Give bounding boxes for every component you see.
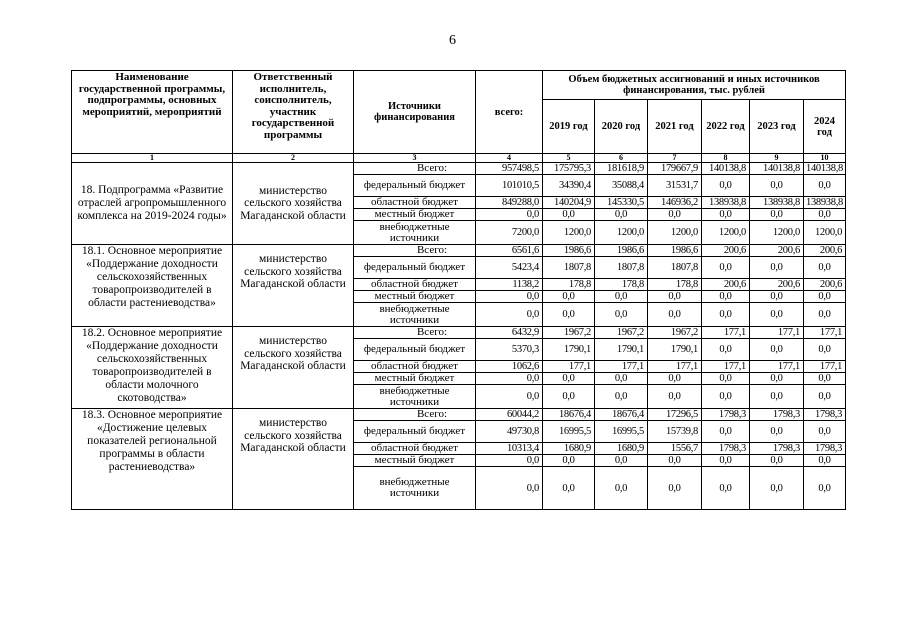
year-value-cell: 179667,9 bbox=[648, 163, 702, 175]
year-value-cell: 177,1 bbox=[750, 327, 804, 339]
year-value-cell: 140138,8 bbox=[804, 163, 846, 175]
year-value-cell: 0,0 bbox=[750, 385, 804, 409]
year-value-cell: 0,0 bbox=[804, 339, 846, 361]
year-value-cell: 1200,0 bbox=[750, 221, 804, 245]
year-value-cell: 1200,0 bbox=[702, 221, 750, 245]
year-value-cell: 0,0 bbox=[595, 467, 648, 510]
header-year: 2019 год bbox=[543, 100, 595, 154]
year-value-cell: 0,0 bbox=[702, 209, 750, 221]
source-cell: Всего: bbox=[354, 163, 476, 175]
year-value-cell: 1200,0 bbox=[595, 221, 648, 245]
year-value-cell: 1790,1 bbox=[543, 339, 595, 361]
year-value-cell: 140204,9 bbox=[543, 197, 595, 209]
year-value-cell: 1798,3 bbox=[804, 443, 846, 455]
column-number: 7 bbox=[648, 154, 702, 163]
source-cell: внебюджетные источники bbox=[354, 467, 476, 510]
total-cell: 49730,8 bbox=[476, 421, 543, 443]
header-responsible: Ответственный исполнитель, соисполнитель, участник государственной программы bbox=[233, 71, 354, 154]
column-number: 2 bbox=[233, 154, 354, 163]
column-number: 10 bbox=[804, 154, 846, 163]
year-value-cell: 0,0 bbox=[702, 291, 750, 303]
year-value-cell: 146936,2 bbox=[648, 197, 702, 209]
year-value-cell: 0,0 bbox=[804, 373, 846, 385]
program-name-cell: 18.3. Основное мероприятие «Достижение целевых показателей региональной программы в области растениеводства» bbox=[72, 409, 233, 510]
source-cell: внебюджетные источники bbox=[354, 221, 476, 245]
total-cell: 0,0 bbox=[476, 385, 543, 409]
year-value-cell: 1200,0 bbox=[804, 221, 846, 245]
column-number: 4 bbox=[476, 154, 543, 163]
source-cell: областной бюджет bbox=[354, 361, 476, 373]
column-number: 9 bbox=[750, 154, 804, 163]
year-value-cell: 1798,3 bbox=[702, 409, 750, 421]
total-cell: 10313,4 bbox=[476, 443, 543, 455]
year-value-cell: 177,1 bbox=[648, 361, 702, 373]
year-value-cell: 1967,2 bbox=[648, 327, 702, 339]
header-year: 2024 год bbox=[804, 100, 846, 154]
year-value-cell: 200,6 bbox=[804, 279, 846, 291]
year-value-cell: 145330,5 bbox=[595, 197, 648, 209]
header-program-name: Наименование государственной программы, подпрограммы, основных мероприятий, мероприятий bbox=[72, 71, 233, 154]
total-cell: 0,0 bbox=[476, 455, 543, 467]
year-value-cell: 16995,5 bbox=[543, 421, 595, 443]
total-cell: 1062,6 bbox=[476, 361, 543, 373]
year-value-cell: 1680,9 bbox=[595, 443, 648, 455]
source-cell: Всего: bbox=[354, 245, 476, 257]
page-number: 6 bbox=[449, 33, 456, 48]
year-value-cell: 0,0 bbox=[750, 421, 804, 443]
year-value-cell: 0,0 bbox=[543, 467, 595, 510]
year-value-cell: 18676,4 bbox=[595, 409, 648, 421]
year-value-cell: 0,0 bbox=[543, 209, 595, 221]
year-value-cell: 34390,4 bbox=[543, 175, 595, 197]
total-cell: 0,0 bbox=[476, 291, 543, 303]
header-year: 2023 год bbox=[750, 100, 804, 154]
source-cell: местный бюджет bbox=[354, 373, 476, 385]
year-value-cell: 0,0 bbox=[702, 175, 750, 197]
source-cell: федеральный бюджет bbox=[354, 421, 476, 443]
year-value-cell: 0,0 bbox=[595, 303, 648, 327]
source-cell: Всего: bbox=[354, 409, 476, 421]
header-row bbox=[72, 71, 846, 100]
year-value-cell: 0,0 bbox=[804, 455, 846, 467]
year-value-cell: 177,1 bbox=[804, 327, 846, 339]
source-cell: местный бюджет bbox=[354, 209, 476, 221]
year-value-cell: 0,0 bbox=[804, 291, 846, 303]
year-value-cell: 0,0 bbox=[750, 339, 804, 361]
year-value-cell: 0,0 bbox=[648, 303, 702, 327]
year-value-cell: 181618,9 bbox=[595, 163, 648, 175]
year-value-cell: 200,6 bbox=[804, 245, 846, 257]
year-value-cell: 1798,3 bbox=[804, 409, 846, 421]
year-value-cell: 0,0 bbox=[750, 303, 804, 327]
year-value-cell: 0,0 bbox=[648, 385, 702, 409]
year-value-cell: 0,0 bbox=[595, 385, 648, 409]
year-value-cell: 35088,4 bbox=[595, 175, 648, 197]
year-value-cell: 0,0 bbox=[804, 257, 846, 279]
year-value-cell: 0,0 bbox=[750, 291, 804, 303]
year-value-cell: 1967,2 bbox=[595, 327, 648, 339]
year-value-cell: 0,0 bbox=[648, 455, 702, 467]
program-name-cell: 18.1. Основное мероприятие «Поддержание доходности сельскохозяйственных товаропроизводителей в области растениеводства» bbox=[72, 245, 233, 327]
year-value-cell: 0,0 bbox=[648, 373, 702, 385]
year-value-cell: 0,0 bbox=[702, 467, 750, 510]
year-value-cell: 0,0 bbox=[543, 303, 595, 327]
year-value-cell: 0,0 bbox=[595, 209, 648, 221]
program-name-cell: 18. Подпрограмма «Развитие отраслей агропромышленного комплекса на 2019-2024 годы» bbox=[72, 163, 233, 245]
year-value-cell: 0,0 bbox=[804, 209, 846, 221]
year-value-cell: 0,0 bbox=[702, 303, 750, 327]
year-value-cell: 138938,8 bbox=[702, 197, 750, 209]
year-value-cell: 140138,8 bbox=[702, 163, 750, 175]
year-value-cell: 0,0 bbox=[804, 303, 846, 327]
year-value-cell: 0,0 bbox=[750, 455, 804, 467]
year-value-cell: 31531,7 bbox=[648, 175, 702, 197]
column-number: 8 bbox=[702, 154, 750, 163]
source-cell: областной бюджет bbox=[354, 279, 476, 291]
year-value-cell: 0,0 bbox=[702, 421, 750, 443]
column-number: 6 bbox=[595, 154, 648, 163]
year-value-cell: 0,0 bbox=[595, 373, 648, 385]
year-value-cell: 18676,4 bbox=[543, 409, 595, 421]
year-value-cell: 0,0 bbox=[750, 175, 804, 197]
year-value-cell: 1798,3 bbox=[750, 443, 804, 455]
header-total: всего: bbox=[476, 71, 543, 154]
year-value-cell: 16995,5 bbox=[595, 421, 648, 443]
year-value-cell: 15739,8 bbox=[648, 421, 702, 443]
column-number: 5 bbox=[543, 154, 595, 163]
year-value-cell: 1807,8 bbox=[543, 257, 595, 279]
year-value-cell: 0,0 bbox=[648, 291, 702, 303]
year-value-cell: 177,1 bbox=[543, 361, 595, 373]
year-value-cell: 1790,1 bbox=[595, 339, 648, 361]
year-value-cell: 1807,8 bbox=[648, 257, 702, 279]
source-cell: местный бюджет bbox=[354, 455, 476, 467]
total-cell: 0,0 bbox=[476, 303, 543, 327]
responsible-cell: министерство сельского хозяйства Магаданской области bbox=[233, 409, 354, 510]
table-row bbox=[72, 327, 846, 339]
year-value-cell: 1798,3 bbox=[750, 409, 804, 421]
program-name-cell: 18.2. Основное мероприятие «Поддержание доходности сельскохозяйственных товаропроизводителей в области молочного скотоводства» bbox=[72, 327, 233, 409]
year-value-cell: 200,6 bbox=[702, 279, 750, 291]
year-value-cell: 0,0 bbox=[702, 257, 750, 279]
total-cell: 0,0 bbox=[476, 467, 543, 510]
year-value-cell: 0,0 bbox=[543, 373, 595, 385]
year-value-cell: 1790,1 bbox=[648, 339, 702, 361]
year-value-cell: 0,0 bbox=[750, 257, 804, 279]
total-cell: 1138,2 bbox=[476, 279, 543, 291]
total-cell: 0,0 bbox=[476, 373, 543, 385]
year-value-cell: 200,6 bbox=[750, 245, 804, 257]
source-cell: областной бюджет bbox=[354, 197, 476, 209]
source-cell: федеральный бюджет bbox=[354, 175, 476, 197]
responsible-cell: министерство сельского хозяйства Магаданской области bbox=[233, 245, 354, 327]
year-value-cell: 175795,3 bbox=[543, 163, 595, 175]
year-value-cell: 177,1 bbox=[804, 361, 846, 373]
header-sources: Источники финансирования bbox=[354, 71, 476, 154]
total-cell: 6561,6 bbox=[476, 245, 543, 257]
year-value-cell: 140138,8 bbox=[750, 163, 804, 175]
source-cell: Всего: bbox=[354, 327, 476, 339]
header-budget-group: Объем бюджетных ассигнований и иных источников финансирования, тыс. рублей bbox=[543, 71, 846, 100]
year-value-cell: 200,6 bbox=[702, 245, 750, 257]
total-cell: 0,0 bbox=[476, 209, 543, 221]
table-row bbox=[72, 409, 846, 421]
total-cell: 60044,2 bbox=[476, 409, 543, 421]
year-value-cell: 0,0 bbox=[595, 455, 648, 467]
responsible-cell: министерство сельского хозяйства Магаданской области bbox=[233, 327, 354, 409]
year-value-cell: 0,0 bbox=[543, 385, 595, 409]
year-value-cell: 200,6 bbox=[750, 279, 804, 291]
year-value-cell: 1680,9 bbox=[543, 443, 595, 455]
year-value-cell: 0,0 bbox=[804, 175, 846, 197]
table-row bbox=[72, 245, 846, 257]
year-value-cell: 0,0 bbox=[804, 467, 846, 510]
total-cell: 6432,9 bbox=[476, 327, 543, 339]
year-value-cell: 0,0 bbox=[648, 467, 702, 510]
year-value-cell: 0,0 bbox=[750, 467, 804, 510]
year-value-cell: 0,0 bbox=[543, 291, 595, 303]
total-cell: 101010,5 bbox=[476, 175, 543, 197]
column-number-row bbox=[72, 154, 846, 163]
year-value-cell: 0,0 bbox=[702, 373, 750, 385]
header-year: 2022 год bbox=[702, 100, 750, 154]
column-number: 1 bbox=[72, 154, 233, 163]
year-value-cell: 138938,8 bbox=[804, 197, 846, 209]
year-value-cell: 1200,0 bbox=[543, 221, 595, 245]
source-cell: федеральный бюджет bbox=[354, 339, 476, 361]
header-year: 2021 год bbox=[648, 100, 702, 154]
table-row bbox=[72, 163, 846, 175]
year-value-cell: 1986,6 bbox=[543, 245, 595, 257]
responsible-cell: министерство сельского хозяйства Магаданской области bbox=[233, 163, 354, 245]
total-cell: 5423,4 bbox=[476, 257, 543, 279]
total-cell: 7200,0 bbox=[476, 221, 543, 245]
source-cell: местный бюджет bbox=[354, 291, 476, 303]
total-cell: 5370,3 bbox=[476, 339, 543, 361]
column-number: 3 bbox=[354, 154, 476, 163]
year-value-cell: 177,1 bbox=[702, 361, 750, 373]
year-value-cell: 178,8 bbox=[648, 279, 702, 291]
scan-footer-mark bbox=[4, 630, 114, 636]
year-value-cell: 177,1 bbox=[702, 327, 750, 339]
budget-table bbox=[71, 70, 846, 510]
source-cell: областной бюджет bbox=[354, 443, 476, 455]
year-value-cell: 1967,2 bbox=[543, 327, 595, 339]
header-year: 2020 год bbox=[595, 100, 648, 154]
year-value-cell: 1986,6 bbox=[595, 245, 648, 257]
year-value-cell: 1798,3 bbox=[702, 443, 750, 455]
year-value-cell: 1986,6 bbox=[648, 245, 702, 257]
year-value-cell: 0,0 bbox=[648, 209, 702, 221]
year-value-cell: 0,0 bbox=[702, 339, 750, 361]
year-value-cell: 177,1 bbox=[595, 361, 648, 373]
year-value-cell: 0,0 bbox=[543, 455, 595, 467]
year-value-cell: 0,0 bbox=[804, 385, 846, 409]
total-cell: 849288,0 bbox=[476, 197, 543, 209]
total-cell: 957498,5 bbox=[476, 163, 543, 175]
source-cell: внебюджетные источники bbox=[354, 303, 476, 327]
year-value-cell: 177,1 bbox=[750, 361, 804, 373]
table-body bbox=[72, 163, 846, 510]
year-value-cell: 0,0 bbox=[750, 373, 804, 385]
year-value-cell: 0,0 bbox=[804, 421, 846, 443]
source-cell: внебюджетные источники bbox=[354, 385, 476, 409]
year-value-cell: 1807,8 bbox=[595, 257, 648, 279]
year-value-cell: 0,0 bbox=[702, 455, 750, 467]
year-value-cell: 178,8 bbox=[543, 279, 595, 291]
year-value-cell: 17296,5 bbox=[648, 409, 702, 421]
year-value-cell: 138938,8 bbox=[750, 197, 804, 209]
source-cell: федеральный бюджет bbox=[354, 257, 476, 279]
year-value-cell: 0,0 bbox=[595, 291, 648, 303]
year-value-cell: 178,8 bbox=[595, 279, 648, 291]
year-value-cell: 0,0 bbox=[750, 209, 804, 221]
year-value-cell: 0,0 bbox=[702, 385, 750, 409]
year-value-cell: 1200,0 bbox=[648, 221, 702, 245]
year-value-cell: 1556,7 bbox=[648, 443, 702, 455]
